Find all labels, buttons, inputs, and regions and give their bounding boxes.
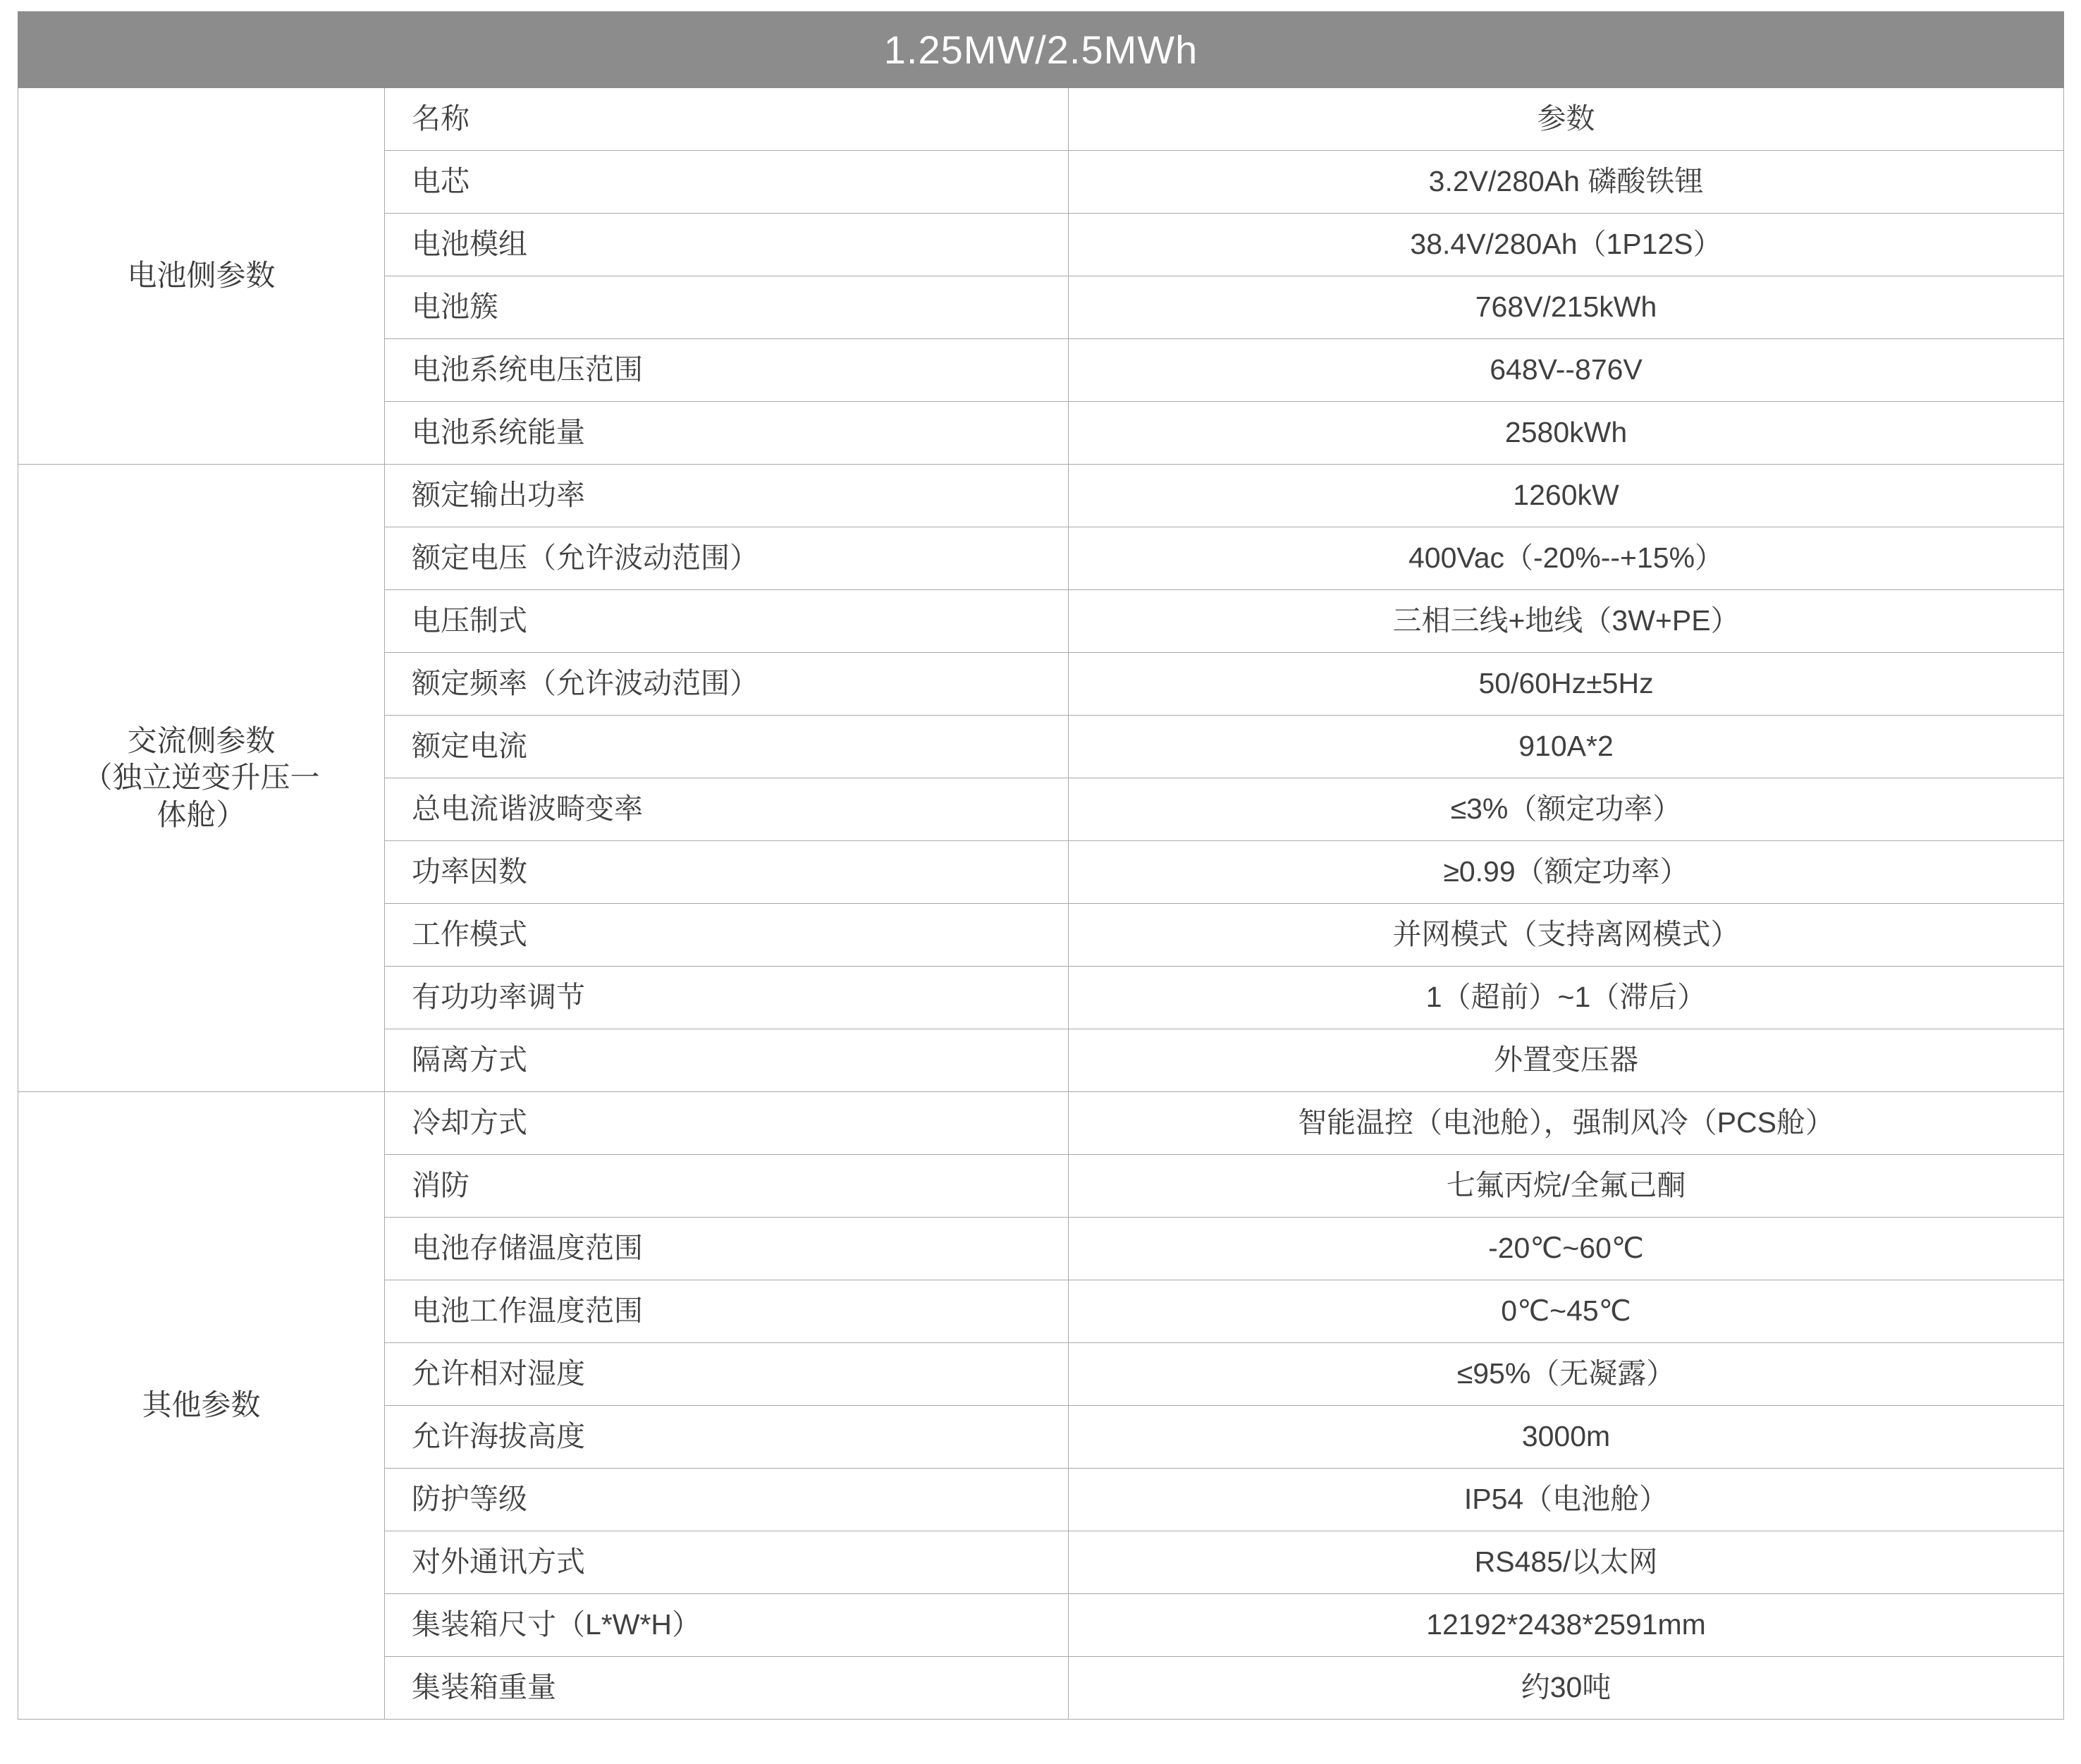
parameter-value: 50/60Hz±5Hz [1069, 653, 2064, 716]
group-label-1: 电池侧参数 [18, 88, 385, 465]
parameter-name: 额定输出功率 [385, 465, 1069, 527]
parameter-value: ≤3%（额定功率） [1069, 778, 2064, 841]
parameter-value: 约30吨 [1069, 1657, 2064, 1720]
group-label-line: 交流侧参数 [127, 723, 276, 757]
parameter-value: 0℃~45℃ [1069, 1280, 2064, 1343]
parameter-value: 智能温控（电池舱），强制风冷（PCS舱） [1069, 1092, 2064, 1155]
parameter-name: 集装箱尺寸（L*W*H） [385, 1594, 1069, 1657]
parameter-name: 防护等级 [385, 1469, 1069, 1531]
parameter-value: 3.2V/280Ah 磷酸铁锂 [1069, 151, 2064, 214]
parameter-value: -20℃~60℃ [1069, 1218, 2064, 1280]
parameter-name: 工作模式 [385, 904, 1069, 967]
parameter-value: 外置变压器 [1069, 1029, 2064, 1092]
parameter-value: 七氟丙烷/全氟己酮 [1069, 1155, 2064, 1218]
group-label-line: （独立逆变升压一 [82, 761, 320, 795]
parameter-value: RS485/以太网 [1069, 1531, 2064, 1594]
parameter-name: 对外通讯方式 [385, 1531, 1069, 1594]
parameter-name: 电池系统能量 [385, 402, 1069, 465]
group-label-line: 体舱） [156, 797, 246, 831]
parameter-name: 集装箱重量 [385, 1657, 1069, 1720]
parameter-value: 400Vac（-20%--+15%） [1069, 527, 2064, 590]
table-header-row [18, 88, 2064, 151]
parameter-name: 电芯 [385, 151, 1069, 214]
table-row [18, 465, 2064, 527]
parameter-name: 总电流谐波畸变率 [385, 778, 1069, 841]
parameter-value: 768V/215kWh [1069, 276, 2064, 339]
parameter-name: 电池存储温度范围 [385, 1218, 1069, 1280]
specification-table [18, 11, 2064, 1720]
parameter-name: 隔离方式 [385, 1029, 1069, 1092]
parameter-name: 允许相对湿度 [385, 1343, 1069, 1406]
parameter-name: 冷却方式 [385, 1092, 1069, 1155]
parameter-name: 额定电压（允许波动范围） [385, 527, 1069, 590]
table-row [18, 1092, 2064, 1155]
parameter-name: 有功功率调节 [385, 967, 1069, 1029]
parameter-value: 38.4V/280Ah（1P12S） [1069, 214, 2064, 276]
parameter-value: 2580kWh [1069, 402, 2064, 465]
parameter-value: 并网模式（支持离网模式） [1069, 904, 2064, 967]
page-title: 1.25MW/2.5MWh [18, 12, 2064, 88]
parameter-value: 3000m [1069, 1406, 2064, 1469]
parameter-value: 648V--876V [1069, 339, 2064, 402]
table-body [18, 12, 2064, 1720]
parameter-name: 电池模组 [385, 214, 1069, 276]
parameter-value: 三相三线+地线（3W+PE） [1069, 590, 2064, 653]
parameter-value: ≥0.99（额定功率） [1069, 841, 2064, 904]
parameter-value: IP54（电池舱） [1069, 1469, 2064, 1531]
parameter-name: 额定频率（允许波动范围） [385, 653, 1069, 716]
group-label-2 [18, 465, 385, 1092]
parameter-name: 电池簇 [385, 276, 1069, 339]
parameter-value: ≤95%（无凝露） [1069, 1343, 2064, 1406]
parameter-name: 电池工作温度范围 [385, 1280, 1069, 1343]
parameter-name: 电压制式 [385, 590, 1069, 653]
column-header-value: 参数 [1069, 88, 2064, 151]
parameter-name: 额定电流 [385, 716, 1069, 778]
parameter-value: 910A*2 [1069, 716, 2064, 778]
group-label-3: 其他参数 [18, 1092, 385, 1720]
parameter-value: 1260kW [1069, 465, 2064, 527]
parameter-value: 12192*2438*2591mm [1069, 1594, 2064, 1657]
table-title-row [18, 12, 2064, 88]
parameter-name: 电池系统电压范围 [385, 339, 1069, 402]
parameter-name: 允许海拔高度 [385, 1406, 1069, 1469]
column-header-name: 名称 [385, 88, 1069, 151]
parameter-name: 消防 [385, 1155, 1069, 1218]
parameter-value: 1（超前）~1（滞后） [1069, 967, 2064, 1029]
parameter-name: 功率因数 [385, 841, 1069, 904]
